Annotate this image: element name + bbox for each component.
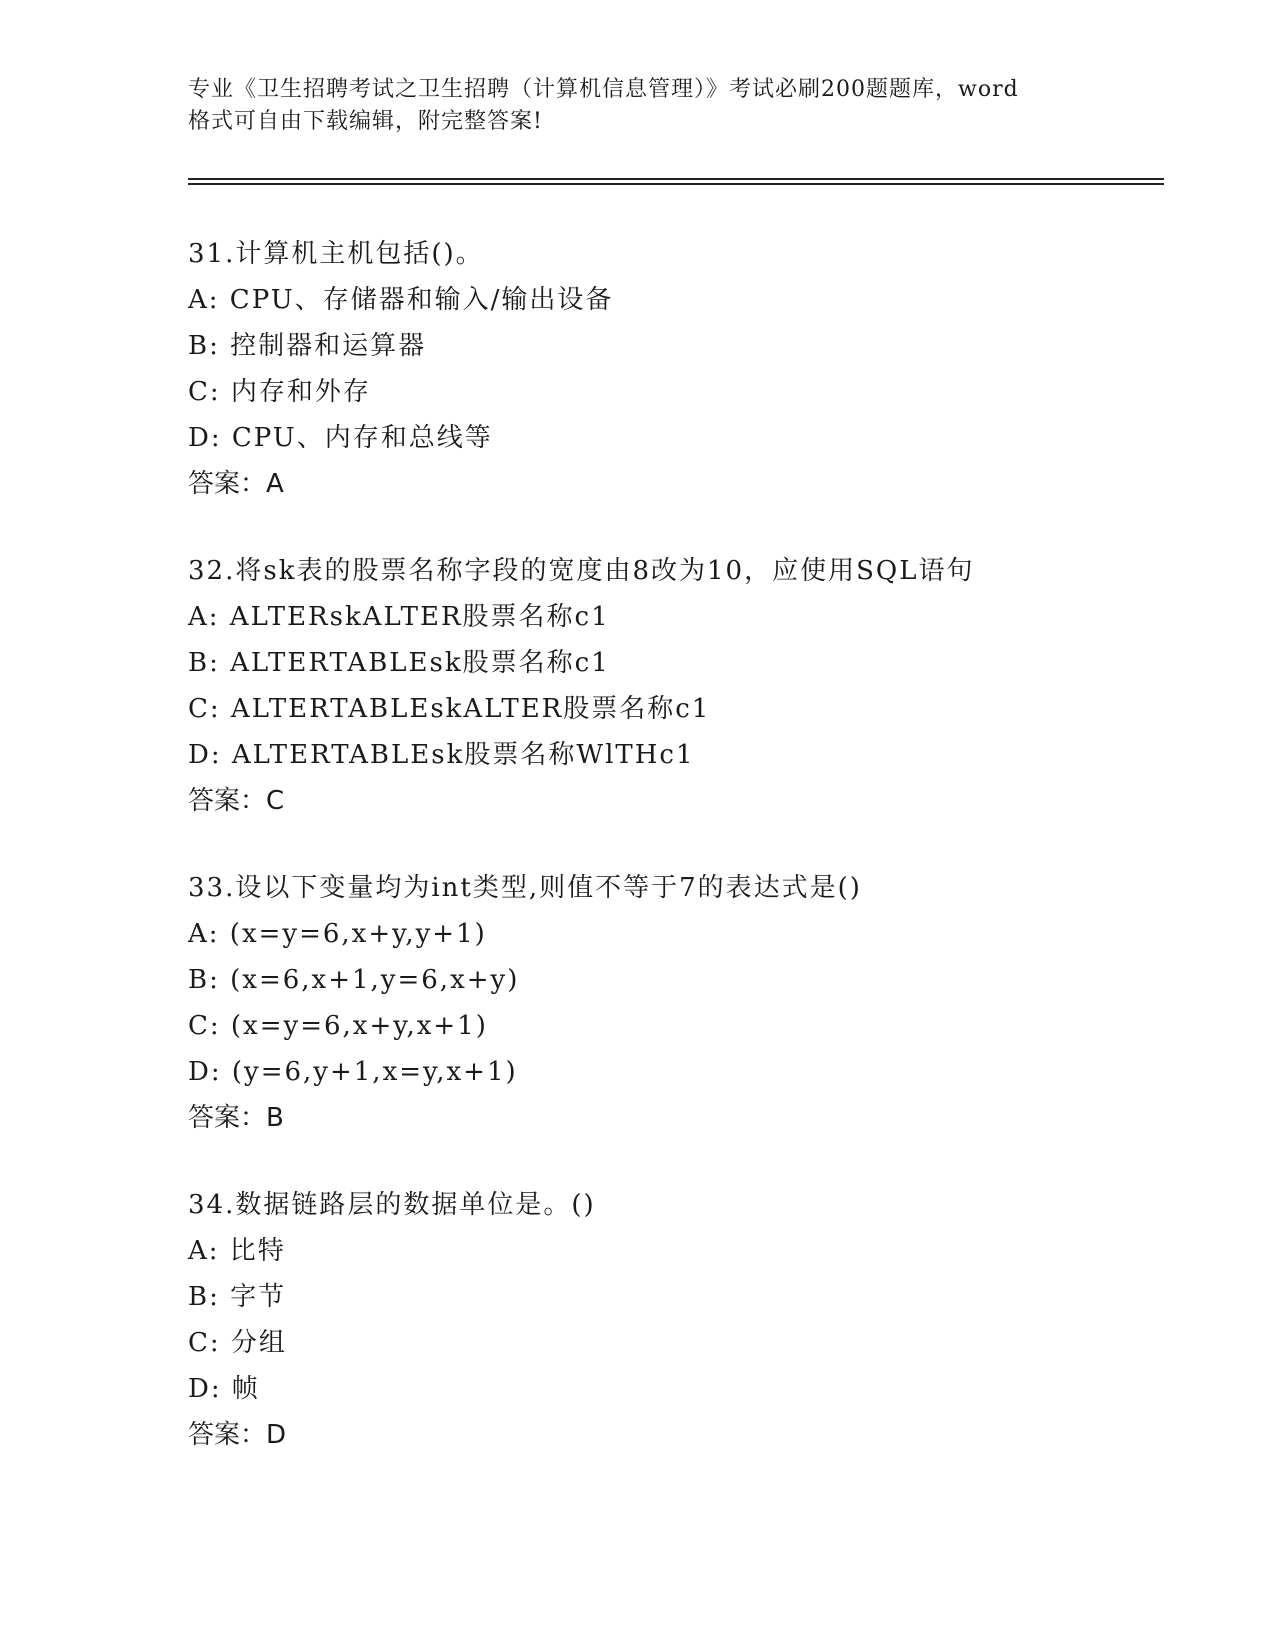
- question-stem: 33.设以下变量均为int类型,则值不等于7的表达式是(): [188, 873, 862, 903]
- option-a: A: 比特: [188, 1236, 286, 1266]
- option-c: C: (x=y=6,x+y,x+1): [188, 1011, 488, 1041]
- question-33: [188, 865, 1188, 1141]
- option-b: B: 字节: [188, 1282, 287, 1312]
- option-c: C: ALTERTABLEskALTER股票名称c1: [188, 694, 711, 724]
- answer-line: 答案：A: [188, 469, 284, 499]
- option-c: C: 内存和外存: [188, 377, 371, 407]
- option-b: B: ALTERTABLEsk股票名称c1: [188, 648, 610, 678]
- option-a: A: (x=y=6,x+y,y+1): [188, 919, 487, 949]
- option-a: A: ALTERskALTER股票名称c1: [188, 602, 610, 632]
- question-stem: 32.将sk表的股票名称字段的宽度由8改为10，应使用SQL语句: [188, 556, 975, 586]
- option-a: A: CPU、存储器和输入/输出设备: [188, 285, 614, 315]
- header-line-2: 格式可自由下载编辑，附完整答案!: [188, 109, 543, 134]
- option-b: B: (x=6,x+1,y=6,x+y): [188, 965, 520, 995]
- question-stem: 34.数据链路层的数据单位是。(): [188, 1190, 596, 1220]
- option-b: B: 控制器和运算器: [188, 331, 427, 361]
- answer-line: 答案：B: [188, 1103, 284, 1133]
- question-31: [188, 231, 1188, 507]
- option-c: C: 分组: [188, 1328, 287, 1358]
- answer-line: 答案：C: [188, 786, 285, 816]
- question-stem: 31.计算机主机包括()。: [188, 239, 484, 269]
- option-d: D: CPU、内存和总线等: [188, 423, 493, 453]
- question-32: [188, 548, 1188, 824]
- option-d: D: ALTERTABLEsk股票名称WlTHc1: [188, 740, 695, 770]
- answer-line: 答案：D: [188, 1420, 287, 1450]
- option-d: D: (y=6,y+1,x=y,x+1): [188, 1057, 518, 1087]
- header-divider-bottom: [188, 183, 1164, 185]
- header-divider-top: [188, 178, 1164, 180]
- document-header: [188, 74, 1108, 138]
- question-34: [188, 1182, 1188, 1458]
- option-d: D: 帧: [188, 1374, 260, 1404]
- header-line-1: 专业《卫生招聘考试之卫生招聘（计算机信息管理）》考试必刷200题题库，word: [188, 77, 1019, 102]
